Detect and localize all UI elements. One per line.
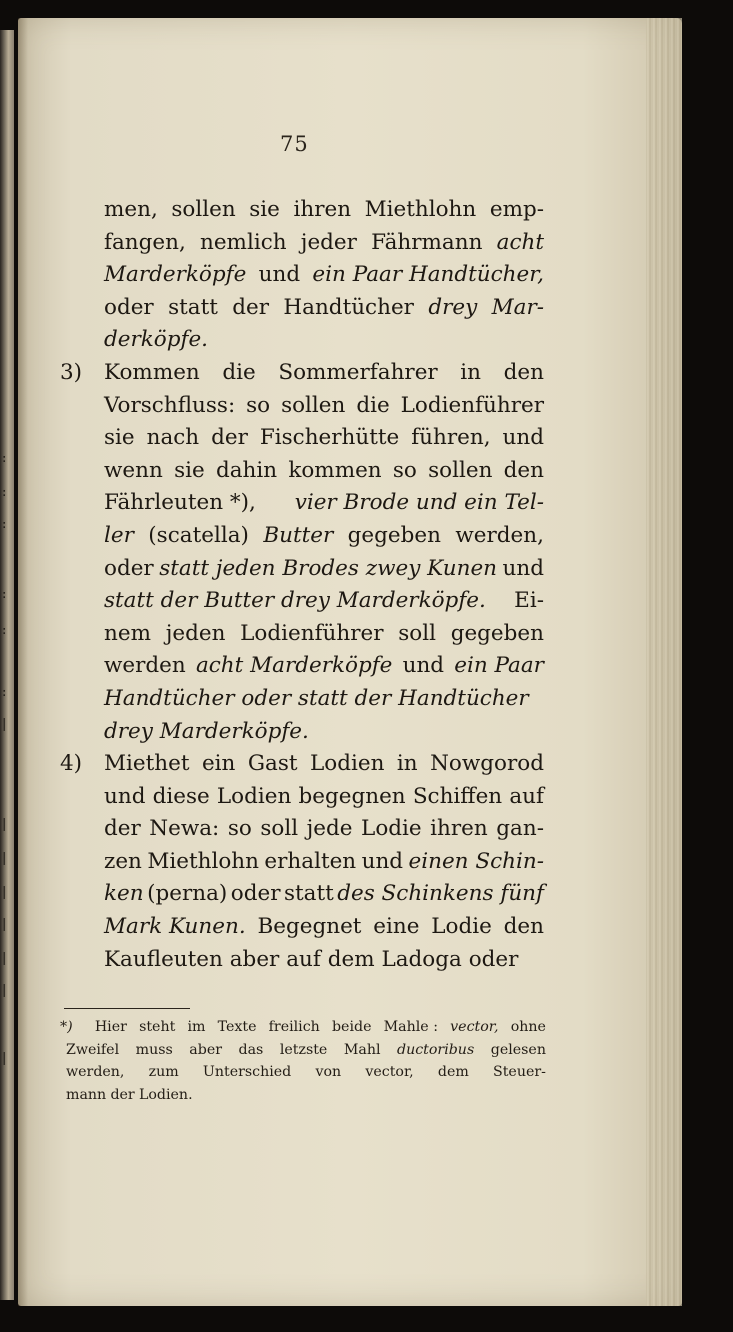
text-line xyxy=(104,911,544,944)
word: sollen xyxy=(171,197,236,222)
footnote-word: ohne xyxy=(510,1019,546,1035)
word: Fährmann xyxy=(371,229,483,255)
word: werden, xyxy=(455,522,544,548)
word: Gast xyxy=(247,751,298,777)
edge-mark: : xyxy=(2,517,7,532)
text-line xyxy=(104,944,544,977)
word: nem xyxy=(104,620,151,646)
text-line xyxy=(104,194,544,227)
word: Lodienführer xyxy=(400,392,544,418)
footnote-word: gelesen xyxy=(490,1041,546,1058)
footnote-word: von xyxy=(315,1064,342,1080)
edge-mark: : xyxy=(2,685,7,700)
word: diese xyxy=(152,783,210,809)
word: statt xyxy=(283,881,334,907)
text-line xyxy=(104,455,544,488)
word: Lodien xyxy=(310,751,385,777)
word: und xyxy=(502,555,544,581)
word: wenn xyxy=(104,457,163,483)
word: dem xyxy=(327,946,375,972)
footnote-line xyxy=(60,1061,546,1084)
text-line xyxy=(104,618,544,651)
paragraph-number-4: 4) xyxy=(60,751,83,776)
text-line xyxy=(104,878,544,911)
word: ken xyxy=(104,881,144,907)
word: Ei- xyxy=(514,588,544,614)
word: den xyxy=(503,914,544,940)
word: Vorschfluss: xyxy=(104,392,236,418)
word: so xyxy=(246,392,271,418)
page-deckle-edge xyxy=(646,18,682,1306)
word: ihren xyxy=(293,197,352,222)
word: kommen xyxy=(288,457,382,483)
word: Lodienführer xyxy=(240,620,384,646)
text-line xyxy=(104,846,544,879)
footnote-word: werden, xyxy=(66,1064,125,1080)
footnote-word: Texte xyxy=(217,1019,257,1035)
footnote-marker: *) xyxy=(60,1019,73,1035)
word: begegnen xyxy=(298,783,406,809)
text-line xyxy=(104,487,544,520)
word: so xyxy=(227,816,252,842)
word: Miethlohn xyxy=(364,197,477,222)
word: vier Brode und ein Tel- xyxy=(294,490,544,516)
text-line xyxy=(104,292,544,325)
word: soll xyxy=(260,816,299,842)
word: nach xyxy=(146,425,200,451)
footnote-word: mann xyxy=(66,1086,107,1103)
word: Begegnet xyxy=(257,914,362,940)
edge-mark: : xyxy=(2,451,7,466)
word: sie xyxy=(249,197,280,222)
word: die xyxy=(222,359,256,385)
word: Ladoga xyxy=(381,946,462,972)
page-fold-shadow xyxy=(18,18,28,1306)
word: sie xyxy=(174,457,205,483)
word: und xyxy=(361,848,404,874)
word: dahin xyxy=(215,457,278,483)
word: in xyxy=(460,359,482,385)
word: ein xyxy=(201,751,236,777)
edge-mark: | xyxy=(2,717,7,732)
word: der xyxy=(232,294,270,320)
word: ein Paar xyxy=(454,653,544,679)
word: werden xyxy=(104,653,186,679)
word: auf xyxy=(509,783,544,809)
word: Lodie xyxy=(361,816,422,842)
footnote-word: aber xyxy=(189,1041,222,1058)
word: Nowgorod xyxy=(430,751,544,777)
word: gegeben xyxy=(450,620,544,646)
word: oder xyxy=(230,881,281,907)
text-line xyxy=(104,324,544,357)
footnote-word: beide xyxy=(331,1019,372,1035)
word: eine xyxy=(373,914,420,940)
word: und xyxy=(104,783,146,809)
word: sie xyxy=(104,425,135,451)
footnote-word: Zweifel xyxy=(66,1041,120,1058)
word: Marderköpfe xyxy=(104,262,247,288)
word: der xyxy=(104,816,141,842)
text-line xyxy=(104,227,544,260)
word: den xyxy=(503,457,544,483)
word: Lodie xyxy=(431,914,492,940)
word: statt xyxy=(168,294,218,320)
word: Mar- xyxy=(491,294,544,320)
footnote-line xyxy=(60,1039,546,1062)
footnote-line xyxy=(60,1084,546,1107)
text-line xyxy=(104,813,544,846)
footnote-word: Unterschied xyxy=(202,1064,292,1080)
footnote-word: Lodien. xyxy=(138,1086,193,1103)
word: Kaufleuten xyxy=(104,946,223,972)
page-number: 75 xyxy=(280,132,309,156)
footnote-word: der xyxy=(110,1086,135,1103)
word: acht Marderköpfe xyxy=(195,653,393,679)
word: Schiffen xyxy=(412,783,503,809)
word: Newa: xyxy=(149,816,220,842)
footnote-word: im xyxy=(187,1019,206,1035)
text-line xyxy=(104,585,544,618)
word: zen xyxy=(104,848,142,874)
word: acht xyxy=(496,229,544,255)
word: nemlich xyxy=(199,229,287,255)
word: aber xyxy=(229,946,280,972)
word: oder xyxy=(104,294,154,320)
text-line xyxy=(104,683,544,716)
text-line xyxy=(104,390,544,423)
word: ler xyxy=(104,522,134,548)
word: Butter xyxy=(263,522,334,548)
word: und xyxy=(502,425,544,451)
edge-mark: | xyxy=(2,1051,7,1066)
footnote-word: Hier xyxy=(94,1019,127,1035)
word: emp- xyxy=(489,197,544,222)
footnote-word: steht xyxy=(139,1019,176,1035)
text-line xyxy=(104,781,544,814)
word: sollen xyxy=(428,457,493,483)
edge-mark: : xyxy=(2,587,7,602)
word: und xyxy=(258,262,301,288)
text-line xyxy=(104,748,544,781)
edge-mark: | xyxy=(2,885,7,900)
paragraph-number-3: 3) xyxy=(60,360,83,385)
word: derköpfe. xyxy=(104,327,209,353)
word: (scatella) xyxy=(148,522,249,548)
word: jeder xyxy=(300,229,357,255)
footnote-word: das xyxy=(238,1041,264,1058)
footnote-word: Mahle : xyxy=(383,1019,438,1035)
text-line xyxy=(104,259,544,292)
word: Miethlohn xyxy=(147,848,259,874)
word: Lodien xyxy=(216,783,292,809)
text-line xyxy=(104,716,544,749)
text-line xyxy=(104,553,544,586)
word: in xyxy=(396,751,418,777)
edge-mark: | xyxy=(2,917,7,932)
footnote-word: dem xyxy=(437,1064,469,1080)
word: der xyxy=(211,425,248,451)
word: Miethet xyxy=(104,751,190,777)
footnote-word: freilich xyxy=(268,1019,320,1035)
text-line xyxy=(104,650,544,683)
footnote-word: vector, xyxy=(365,1064,414,1080)
edge-mark: | xyxy=(2,951,7,966)
word: drey xyxy=(428,294,478,320)
word: Kommen xyxy=(104,359,200,385)
word: einen Schin- xyxy=(408,848,544,874)
word: fangen, xyxy=(104,229,186,255)
word: führen, xyxy=(411,425,491,451)
adjacent-page-edge xyxy=(0,30,14,1300)
edge-mark: : xyxy=(2,623,7,638)
footnote-word: muss xyxy=(135,1041,173,1058)
word: Handtücher xyxy=(283,294,414,320)
word: auf xyxy=(286,946,321,972)
text-line xyxy=(104,520,544,553)
book-page xyxy=(18,18,682,1306)
body-text xyxy=(60,194,544,976)
word: gan- xyxy=(496,816,544,842)
footnote-word: zum xyxy=(148,1064,179,1080)
footnote-rule xyxy=(64,1008,190,1009)
word: ihren xyxy=(430,816,488,842)
word: oder xyxy=(104,555,154,581)
word: so xyxy=(392,457,417,483)
edge-mark: | xyxy=(2,851,7,866)
word: jeden xyxy=(165,620,226,646)
edge-mark: | xyxy=(2,817,7,832)
word: Handtücher oder statt der Handtücher xyxy=(104,685,529,711)
word: statt der Butter drey Marderköpfe. xyxy=(104,588,486,614)
word: statt jeden Brodes zwey Kunen xyxy=(159,555,498,581)
word: jede xyxy=(306,816,353,842)
word: Fährleuten *), xyxy=(104,490,256,516)
footnote-word: Mahl xyxy=(343,1041,381,1058)
text-line xyxy=(104,422,544,455)
word: (perna) xyxy=(147,881,228,907)
word: men, xyxy=(104,197,158,222)
word: erhalten xyxy=(264,848,357,874)
word: ein Paar Handtücher, xyxy=(312,262,544,288)
footnote-word: vector, xyxy=(450,1019,499,1035)
footnote-word: letzste xyxy=(279,1041,328,1058)
word: oder xyxy=(468,946,519,972)
word: sollen xyxy=(281,392,346,418)
word: Sommerfahrer xyxy=(278,359,438,385)
footnote xyxy=(60,1016,546,1106)
word: drey Marderköpfe. xyxy=(104,718,309,744)
word: Mark Kunen. xyxy=(104,914,246,940)
word: gegeben xyxy=(347,522,441,548)
edge-mark: : xyxy=(2,485,7,500)
word: und xyxy=(402,653,445,679)
word: Fischerhütte xyxy=(259,425,400,451)
footnote-word: Steuer- xyxy=(493,1064,546,1080)
edge-mark: | xyxy=(2,983,7,998)
word: die xyxy=(356,392,390,418)
word: den xyxy=(503,359,544,385)
word: des Schinkens fünf xyxy=(337,881,544,907)
text-line xyxy=(104,357,544,390)
footnote-line xyxy=(60,1016,546,1039)
word: soll xyxy=(398,620,436,646)
footnote-word: ductoribus xyxy=(397,1041,475,1058)
